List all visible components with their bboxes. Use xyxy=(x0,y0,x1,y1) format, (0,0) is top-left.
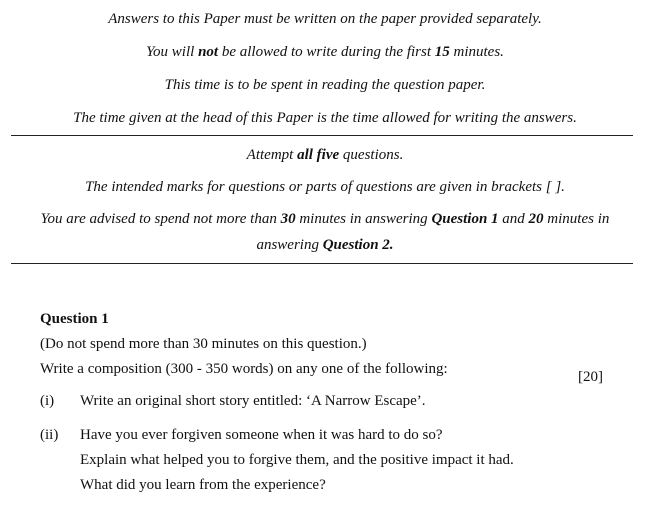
question-marks: [20] xyxy=(578,369,603,385)
instruction-answers-paper: Answers to this Paper must be written on the paper provided separately. xyxy=(108,11,542,27)
instruction-reading-purpose: This time is to be spent in reading the question paper. xyxy=(164,77,486,93)
option-text: Explain what helped you to forgive them, and the positive impact it had. xyxy=(80,452,514,468)
divider-top xyxy=(11,135,633,136)
option-text: What did you learn from the experience? xyxy=(80,477,326,493)
instruction-attempt: Attempt all five questions. xyxy=(246,147,404,163)
divider-bottom xyxy=(11,263,633,264)
question-title: Question 1 xyxy=(40,311,109,327)
instruction-advice-line2: answering Question 2. xyxy=(256,237,394,253)
option-label: (ii) xyxy=(40,427,59,443)
instruction-reading-time: You will not be allowed to write during the first 15 minutes. xyxy=(146,44,504,60)
instruction-marks-brackets: The intended marks for questions or parts of questions are given in brackets [ ]. xyxy=(85,179,565,195)
option-label: (i) xyxy=(40,393,55,409)
option-text: Have you ever forgiven someone when it was hard to do so? xyxy=(80,427,443,443)
question-prompt: Write a composition (300 - 350 words) on any one of the following: xyxy=(40,361,448,377)
question-time-note: (Do not spend more than 30 minutes on this question.) xyxy=(40,336,367,352)
option-text: Write an original short story entitled: ‘A Narrow Escape’. xyxy=(80,393,426,409)
instruction-advice-line1: You are advised to spend not more than 30 minutes in answering Question 1 and 20 minutes in xyxy=(40,211,610,227)
instruction-time-allowed: The time given at the head of this Paper is the time allowed for writing the answers. xyxy=(73,110,577,126)
